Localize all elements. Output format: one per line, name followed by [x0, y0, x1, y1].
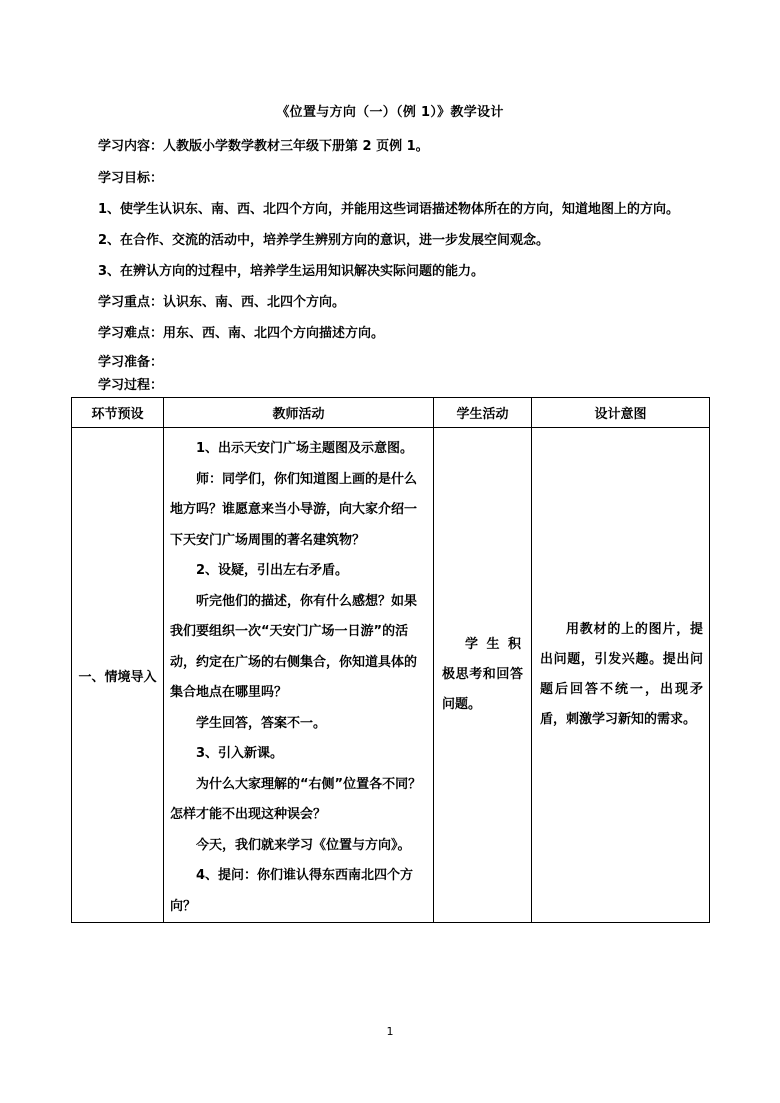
lesson-plan-table	[71, 397, 710, 923]
stage-cell: 一、情境导入	[72, 428, 164, 923]
learning-content: 学习内容：人教版小学数学教材三年级下册第 2 页例 1。	[98, 139, 429, 154]
goal-2: 2、在合作、交流的活动中，培养学生辨别方向的意识，进一步发展空间观念。	[98, 233, 550, 248]
document-title: 《位置与方向（一）（例 1）》教学设计	[276, 105, 504, 120]
teacher-today: 今天，我们就来学习《位置与方向》。	[196, 837, 411, 853]
teacher-question: 师：同学们，你们知道图上画的是什么地方吗？谁愿意来当小导游，向大家介绍一下天安门广场周围的著名建筑物？	[170, 471, 418, 548]
table-header-row	[72, 398, 710, 428]
teacher-activity-cell	[164, 428, 434, 923]
teacher-step-2: 2、设疑，引出左右矛盾。	[196, 563, 349, 578]
student-activity-line-1: 学 生 积	[464, 637, 523, 652]
difficulty: 学习难点：用东、西、南、北四个方向描述方向。	[98, 326, 385, 341]
goal-3: 3、在辨认方向的过程中，培养学生运用知识解决实际问题的能力。	[98, 264, 485, 279]
key-point: 学习重点：认识东、南、西、北四个方向。	[98, 295, 346, 310]
page-number: 1	[386, 1025, 394, 1038]
teacher-step-3: 3、引入新课。	[196, 746, 284, 761]
preparation: 学习准备：	[98, 355, 164, 370]
header-student: 学生活动	[434, 398, 532, 428]
teacher-why: 为什么大家理解的“右侧”位置各不同？怎样才能不出现这种误会？	[170, 776, 422, 822]
teacher-step-1: 1、出示天安门广场主题图及示意图。	[196, 441, 414, 456]
goal-1: 1、使学生认识东、南、西、北四个方向，并能用这些词语描述物体所在的方向，知道地图上的方向。	[98, 202, 680, 217]
process-heading: 学习过程：	[98, 378, 164, 393]
header-stage: 环节预设	[72, 398, 164, 428]
student-activity-line-2: 极思考和回答问题。	[442, 667, 523, 712]
teacher-step-4: 4、提问：你们谁认得东西南北四个方向？	[170, 868, 414, 914]
learning-goals-heading: 学习目标：	[98, 171, 164, 186]
table-row	[72, 428, 710, 923]
design-intent-text: 用教材的上的图片，提出问题，引发兴趣。提出问题后回答不统一，出现矛盾，刺激学习新知的需求。	[540, 622, 703, 727]
teacher-scenario: 听完他们的描述，你有什么感想？如果我们要组织一次“天安门广场一日游”的活动，约定在广场的右侧集合，你知道具体的集合地点在哪里吗？	[170, 593, 418, 700]
header-intent: 设计意图	[532, 398, 710, 428]
design-intent-cell	[532, 428, 710, 923]
header-teacher: 教师活动	[164, 398, 434, 428]
teacher-student-answer: 学生回答，答案不一。	[196, 715, 327, 731]
student-activity-cell	[434, 428, 532, 923]
